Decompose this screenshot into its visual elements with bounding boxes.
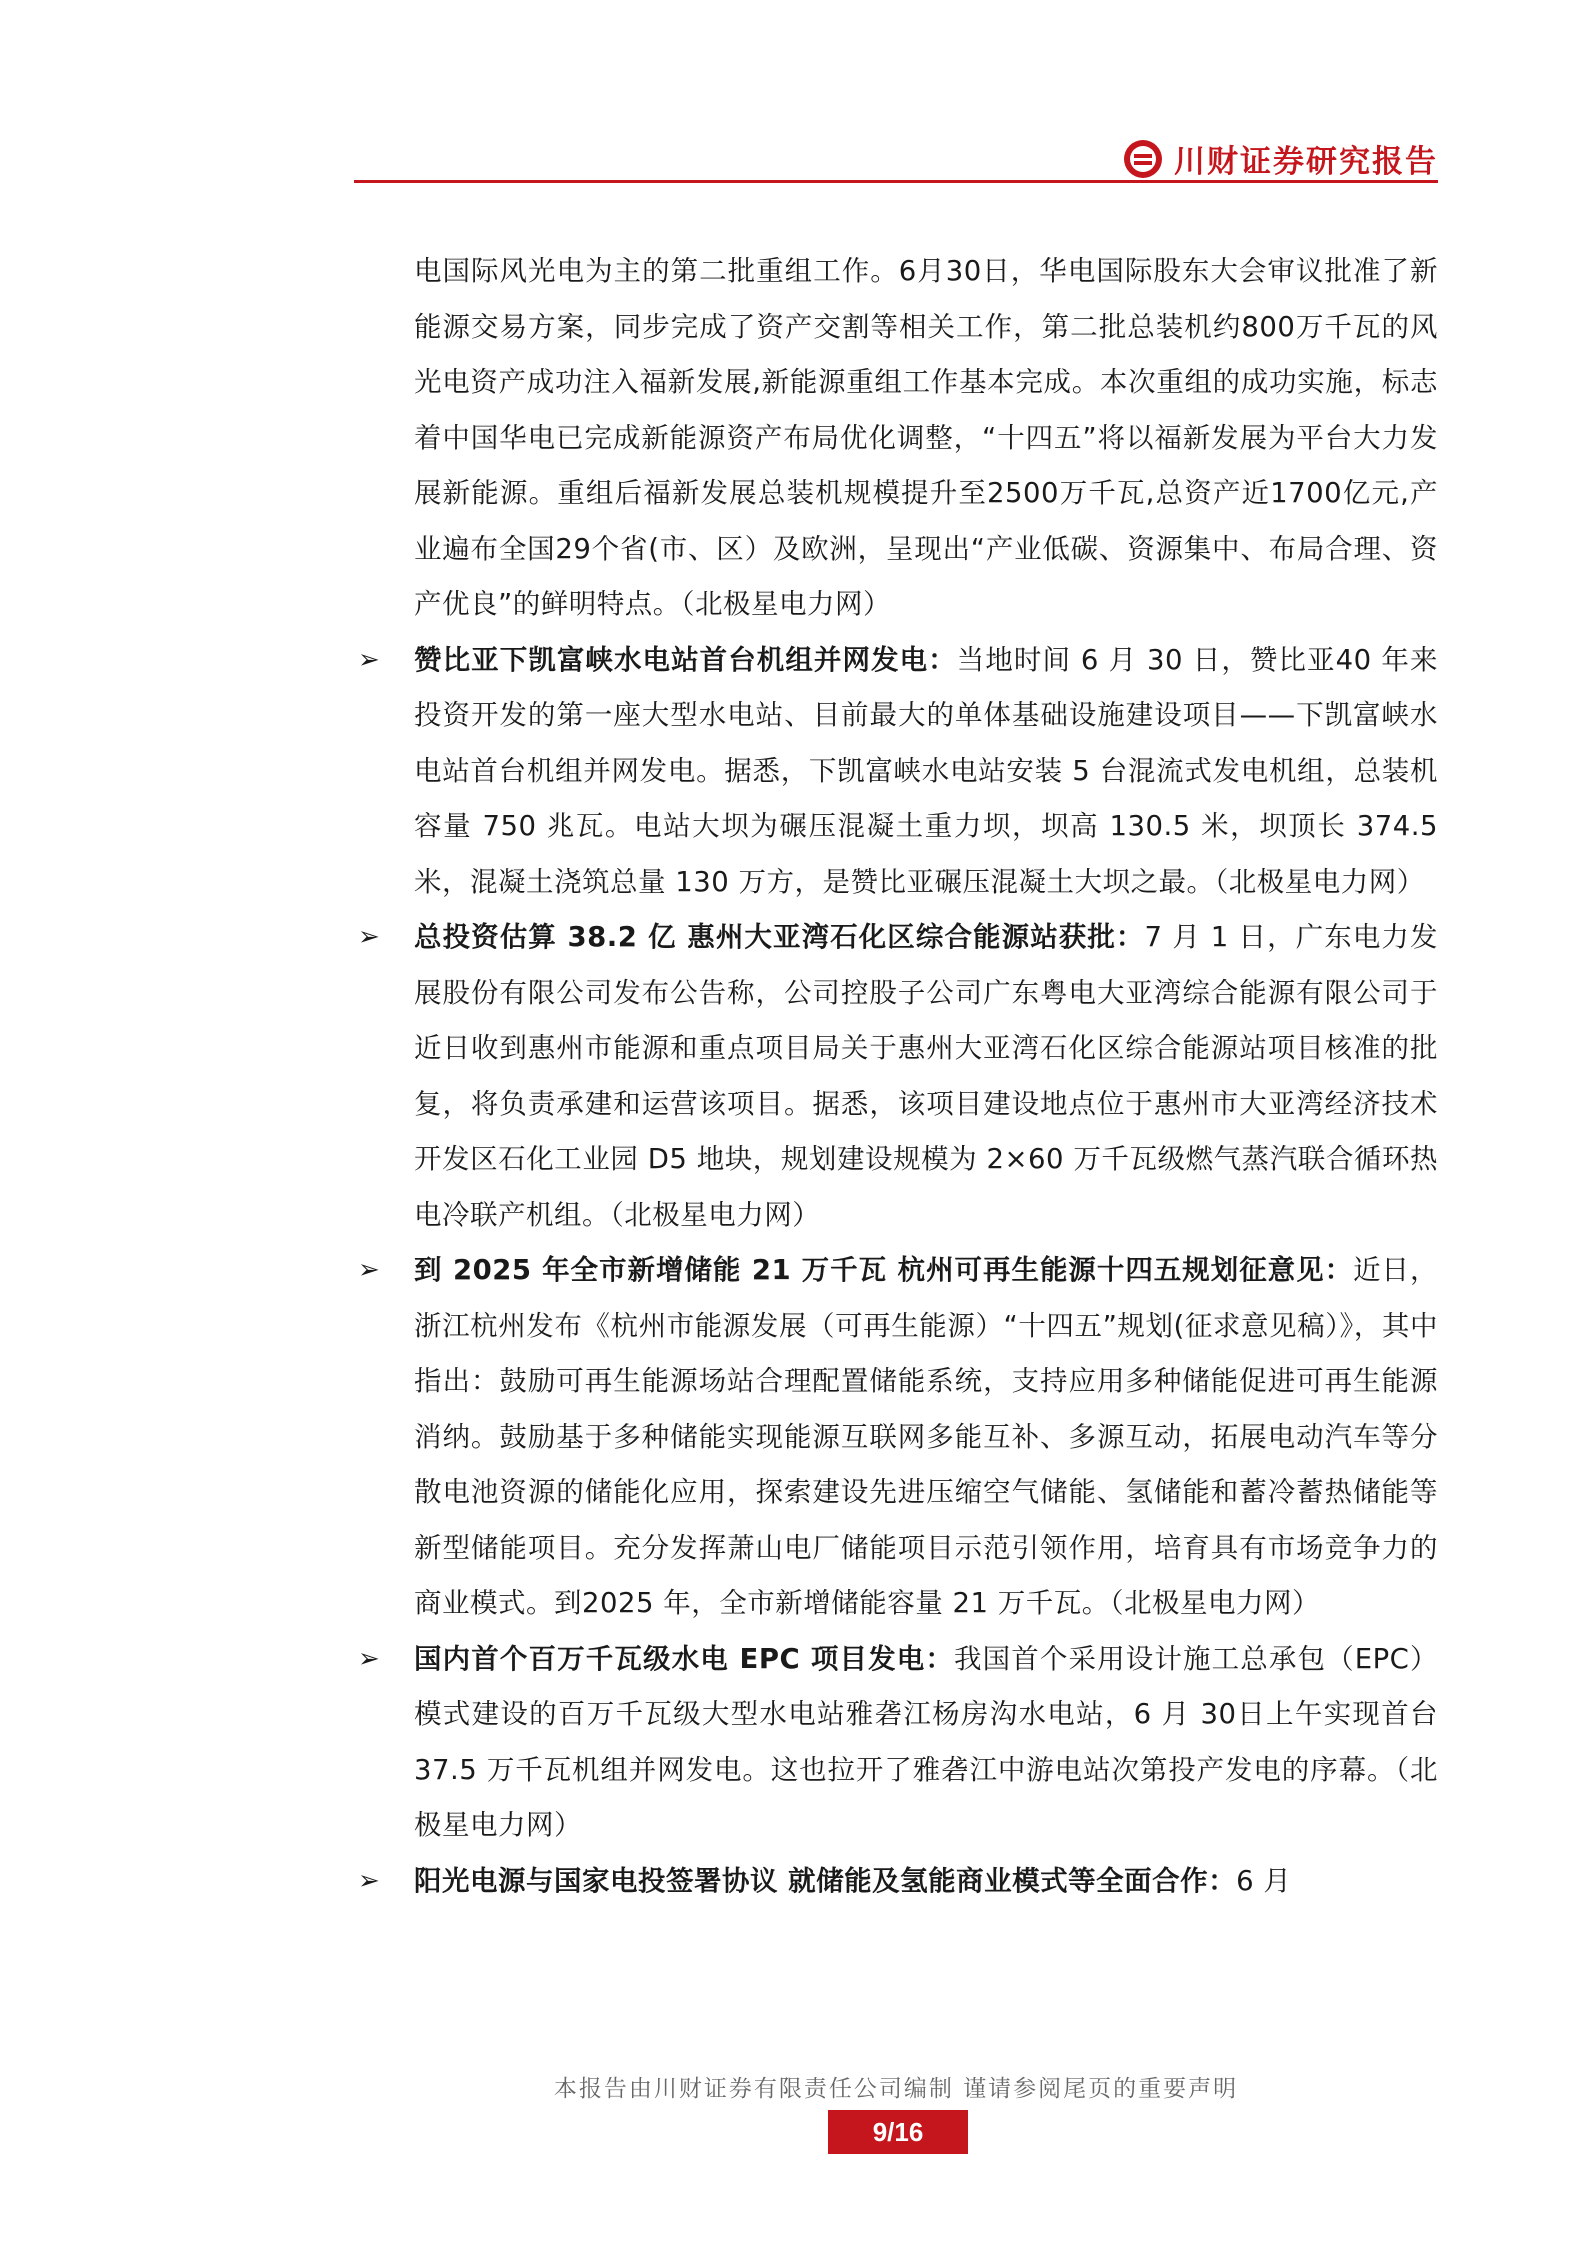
header-divider xyxy=(354,180,1438,183)
report-header xyxy=(354,126,1438,182)
page-number: 9/16 xyxy=(828,2110,968,2154)
footer-disclaimer: 本报告由川财证券有限责任公司编制 谨请参阅尾页的重要声明 xyxy=(553,2076,1239,2102)
arrow-bullet-icon: ➢ xyxy=(358,1643,381,1674)
arrow-bullet-icon: ➢ xyxy=(358,1865,381,1896)
brand xyxy=(1124,136,1438,181)
report-body xyxy=(354,244,1438,1909)
arrow-bullet-icon: ➢ xyxy=(358,922,381,952)
chuancai-logo-icon xyxy=(1124,140,1162,178)
intro-paragraph: 电国际风光电为主的第二批重组工作。6月30日，华电国际股东大会审议批准了新能源交易方案，同步完成了资产交割等相关工作，第二批总装机约800万千瓦的风光电资产成功注入福新发展,新能源重组工作基本完成。本次重组的成功实施，标志着中国华电已完成新能源资产布局优化调整，“十四五”将以福新发展为平台大力发展新能源。重组后福新发展总装机规模提升至2500万千瓦,总资产近1700亿元,产业遍布全国29个省(市、区）及欧洲，呈现出“产业低碳、资源集中、布局合理、资产优良”的鲜明特点。（北极星电力网） xyxy=(414,255,1438,620)
news-item-title: 赞比亚下凯富峡水电站首台机组并网发电： xyxy=(414,643,957,676)
brand-name: 川财证券研究报告 xyxy=(1174,144,1438,180)
news-item-body: 当地时间 6 月 30 日，赞比亚40 年来投资开发的第一座大型水电站、目前最大的单体基础设施建设项目——下凯富峡水电站首台机组并网发电。据悉，下凯富峡水电站安装 5 台混流式发电机组，总装机容量 750 兆瓦。电站大坝为碾压混凝土重力坝，坝高 130.5 米，坝顶长 374.5 米，混凝土浇筑总量 130 万方，是赞比亚碾压混凝土大坝之最。（北极星电力网） xyxy=(414,643,1438,898)
news-item xyxy=(354,910,1438,1243)
news-item xyxy=(354,633,1438,911)
news-item-body: 我国首个采用设计施工总承包（EPC）模式建设的百万千瓦级大型水电站雅砻江杨房沟水电站，6 月 30日上午实现首台 37.5 万千瓦机组并网发电。这也拉开了雅砻江中游电站次第投产发电的序幕。（北极星电力网） xyxy=(414,1642,1438,1841)
news-item-title: 总投资估算 38.2 亿 惠州大亚湾石化区综合能源站获批： xyxy=(414,921,1145,953)
news-item-body: 近日，浙江杭州发布《杭州市能源发展（可再生能源）“十四五”规划(征求意见稿）》，其中指出：鼓励可再生能源场站合理配置储能系统，支持应用多种储能促进可再生能源消纳。鼓励基于多种储能实现能源互联网多能互补、多源互动，拓展电动汽车等分散电池资源的储能化应用，探索建设先进压缩空气储能、氢储能和蓄冷蓄热储能等新型储能项目。充分发挥萧山电厂储能项目示范引领作用，培育具有市场竞争力的商业模式。到2025 年，全市新增储能容量 21 万千瓦。（北极星电力网） xyxy=(414,1254,1438,1619)
news-item-body: 7 月 1 日，广东电力发展股份有限公司发布公告称，公司控股子公司广东粤电大亚湾综合能源有限公司于近日收到惠州市能源和重点项目局关于惠州大亚湾石化区综合能源站项目核准的批复，将负责承建和运营该项目。据悉，该项目建设地点位于惠州市大亚湾经济技术开发区石化工业园 D5 地块，规划建设规模为 2×60 万千瓦级燃气蒸汽联合循环热电冷联产机组。（北极星电力网） xyxy=(414,921,1439,1231)
arrow-bullet-icon: ➢ xyxy=(358,644,381,675)
news-item-title: 阳光电源与国家电投签署协议 就储能及氢能商业模式等全面合作： xyxy=(414,1864,1237,1897)
news-item-title: 到 2025 年全市新增储能 21 万千瓦 杭州可再生能源十四五规划征意见： xyxy=(414,1254,1354,1286)
news-item-title: 国内首个百万千瓦级水电 EPC 项目发电： xyxy=(414,1642,954,1675)
news-item xyxy=(354,1854,1438,1910)
news-item xyxy=(354,1243,1438,1632)
arrow-bullet-icon: ➢ xyxy=(358,1255,381,1285)
news-item-body: 6 月 xyxy=(1236,1864,1292,1897)
news-item xyxy=(354,1632,1438,1854)
